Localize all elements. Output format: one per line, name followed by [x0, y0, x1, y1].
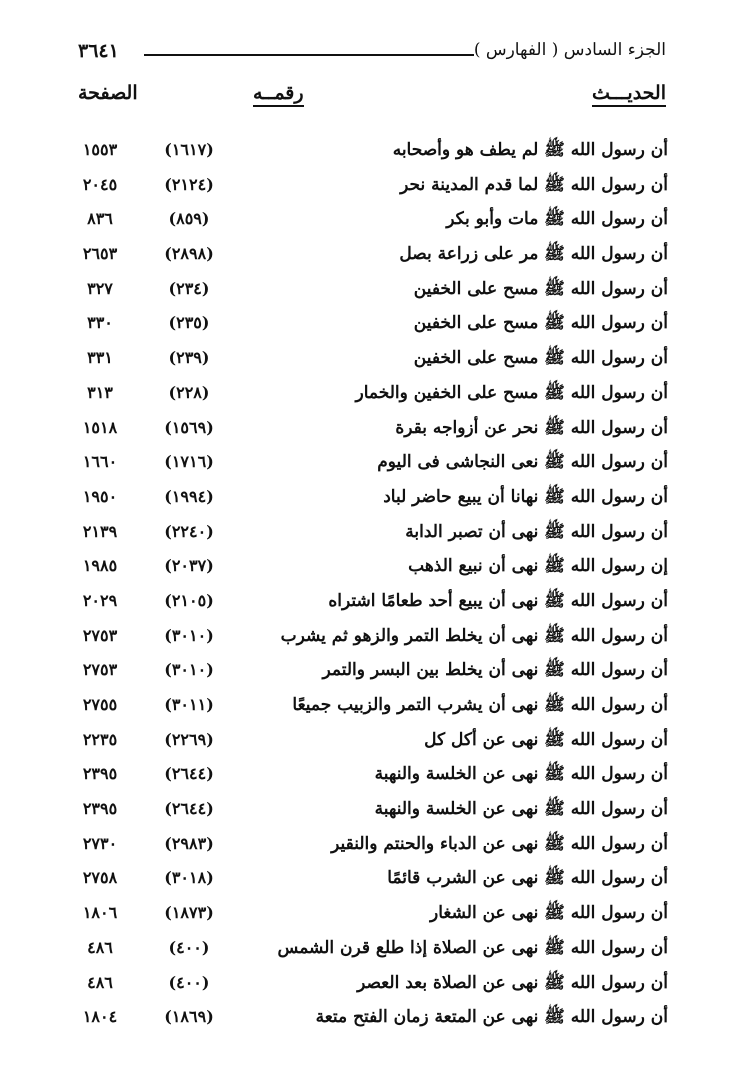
hadith-number: (٢٣٩): [168, 348, 210, 368]
hadith-text: أن رسول الله ﷺ نهانا أن يبيع حاضر لباد: [383, 486, 668, 507]
page-reference: ٢٧٥٣: [82, 625, 118, 645]
index-entry-row: [0, 935, 756, 970]
index-entry-row: [0, 415, 756, 450]
hadith-text: أن رسول الله ﷺ نهى عن الخلسة والنهبة: [374, 799, 668, 820]
page-reference: ٢٠٤٥: [82, 174, 118, 194]
page-reference: ٣٣١: [87, 348, 113, 368]
hadith-number: (٢١٠٥): [164, 590, 214, 610]
hadith-text: أن رسول الله ﷺ نهى أن يخلط التمر والزهو ثم يشرب: [280, 625, 668, 646]
hadith-number: (١٩٩٤): [164, 486, 214, 506]
page-reference: ٢٣٩٥: [82, 799, 118, 819]
hadith-text: أن رسول الله ﷺ نهى عن الصلاة بعد العصر: [357, 972, 668, 993]
page-reference: ٣٣٠: [87, 313, 113, 333]
index-entry-row: [0, 900, 756, 935]
hadith-text: أن رسول الله ﷺ نهى عن الشغار: [430, 903, 668, 924]
hadith-text: إن رسول الله ﷺ نهى أن نبيع الذهب: [408, 556, 668, 577]
hadith-number: (٢٢٤٠): [164, 521, 214, 541]
index-entry-row: [0, 137, 756, 172]
hadith-text: أن رسول الله ﷺ نهى عن الخلسة والنهبة: [374, 764, 668, 785]
hadith-number: (٢٦٤٤): [164, 799, 214, 819]
hadith-number: (٤٠٠): [168, 972, 210, 992]
index-entry-row: [0, 623, 756, 658]
page-reference: ٢٧٥٨: [82, 868, 118, 888]
hadith-number: (١٧١٦): [164, 452, 214, 472]
index-entry-row: [0, 172, 756, 207]
hadith-number: (١٦١٧): [164, 140, 214, 159]
hadith-text: أن رسول الله ﷺ مسح على الخفين: [413, 313, 668, 334]
page-reference: ٢٣٩٥: [82, 764, 118, 784]
column-header-page: الصفحة: [78, 82, 138, 104]
index-entry-row: [0, 796, 756, 831]
index-entry-row: [0, 206, 756, 241]
section-title: الجزء السادس ( الفهارس ): [473, 40, 666, 60]
page-reference: ١٨٠٤: [82, 1007, 118, 1027]
page-reference: ٢٦٥٣: [82, 244, 118, 264]
hadith-text: أن رسول الله ﷺ لما قدم المدينة نحر: [400, 174, 668, 195]
hadith-number: (٢٠٣٧): [164, 556, 214, 576]
hadith-text: أن رسول الله ﷺ نهى أن يشرب التمر والزبيب جميعًا: [292, 695, 668, 715]
page-reference: ٢٧٣٠: [82, 833, 118, 853]
index-entry-row: [0, 588, 756, 623]
hadith-text: أن رسول الله ﷺ نهى أن يبيع أحد طعامًا اشتراه: [328, 590, 668, 611]
index-entry-row: [0, 727, 756, 762]
index-entry-row: [0, 276, 756, 311]
hadith-text: أن رسول الله ﷺ مات وأبو بكر: [446, 209, 668, 230]
column-header-number: رقمــه: [253, 82, 304, 104]
hadith-number: (٨٥٩): [168, 209, 210, 229]
hadith-text: أن رسول الله ﷺ نهى أن تصبر الدابة: [405, 521, 668, 542]
hadith-text: أن رسول الله ﷺ نحر عن أزواجه بقرة: [395, 417, 668, 438]
index-entry-row: [0, 692, 756, 727]
page-reference: ٣١٣: [87, 382, 113, 402]
page-reference: ٢٧٥٣: [82, 660, 118, 680]
page-reference: ٣٢٧: [87, 278, 113, 298]
page-reference: ١٨٠٦: [82, 903, 118, 923]
index-entry-row: [0, 310, 756, 345]
hadith-text: أن رسول الله ﷺ نعى النجاشى فى اليوم: [377, 452, 668, 473]
index-entry-row: [0, 1004, 756, 1039]
hadith-text: أن رسول الله ﷺ مر على زراعة بصل: [399, 244, 668, 265]
index-entry-row: [0, 519, 756, 554]
hadith-text: أن رسول الله ﷺ نهى أن يخلط بين البسر والتمر: [322, 660, 668, 681]
hadith-number: (١٥٦٩): [164, 417, 214, 437]
page-reference: ٢٠٢٩: [82, 590, 118, 610]
hadith-text: أن رسول الله ﷺ لم يطف هو وأصحابه: [392, 140, 668, 160]
hadith-number: (٢٢٦٩): [164, 729, 214, 749]
hadith-number: (١٨٧٣): [164, 903, 214, 923]
index-entry-row: [0, 865, 756, 900]
index-entry-row: [0, 970, 756, 1005]
header-rule: [144, 54, 474, 56]
hadith-text: أن رسول الله ﷺ نهى عن المتعة زمان الفتح متعة: [315, 1007, 668, 1028]
index-entry-row: [0, 553, 756, 588]
hadith-number: (٢٩٨٣): [164, 833, 214, 853]
page-reference: ١٦٦٠: [82, 452, 118, 472]
page-reference: ٢١٣٩: [82, 521, 118, 541]
index-entry-row: [0, 449, 756, 484]
page-reference: ١٩٨٥: [82, 556, 118, 576]
hadith-number: (٣٠١٠): [164, 625, 214, 645]
page-reference: ٨٣٦: [87, 209, 113, 229]
hadith-text: أن رسول الله ﷺ نهى عن الصلاة إذا طلع قرن الشمس: [277, 937, 668, 958]
page-reference: ١٩٥٠: [82, 486, 118, 506]
index-entry-row: [0, 831, 756, 866]
index-entry-row: [0, 380, 756, 415]
hadith-text: أن رسول الله ﷺ مسح على الخفين: [413, 278, 668, 299]
hadith-text: أن رسول الله ﷺ نهى عن الدباء والحنتم والنقير: [331, 833, 668, 854]
index-entries: [0, 137, 756, 1039]
hadith-text: أن رسول الله ﷺ مسح على الخفين: [413, 348, 668, 369]
hadith-number: (٣٠١١): [164, 695, 214, 714]
hadith-number: (٢٣٤): [168, 278, 210, 298]
page-reference: ٢٧٥٥: [82, 695, 118, 714]
hadith-number: (٣٠١٨): [164, 868, 214, 888]
index-entry-row: [0, 657, 756, 692]
page-reference: ٤٨٦: [87, 972, 113, 992]
page-reference: ١٥٥٣: [82, 140, 118, 159]
column-header-hadith: الحديـــث: [592, 82, 666, 104]
hadith-number: (٢١٢٤): [164, 174, 214, 194]
hadith-number: (٢٦٤٤): [164, 764, 214, 784]
hadith-number: (٣٠١٠): [164, 660, 214, 680]
hadith-number: (٢٢٨): [168, 382, 210, 402]
hadith-text: أن رسول الله ﷺ نهى عن الشرب قائمًا: [387, 868, 668, 889]
page-reference: ٤٨٦: [87, 937, 113, 957]
index-entry-row: [0, 761, 756, 796]
hadith-number: (٤٠٠): [168, 937, 210, 957]
page-reference: ٢٢٣٥: [82, 729, 118, 749]
hadith-text: أن رسول الله ﷺ مسح على الخفين والخمار: [355, 382, 668, 403]
index-entry-row: [0, 484, 756, 519]
page-number: ٣٦٤١: [78, 40, 119, 62]
index-entry-row: [0, 241, 756, 276]
hadith-number: (١٨٦٩): [164, 1007, 214, 1027]
index-entry-row: [0, 345, 756, 380]
running-header: [78, 38, 666, 72]
page-reference: ١٥١٨: [82, 417, 118, 437]
hadith-number: (٢٨٩٨): [164, 244, 214, 264]
column-headers: [78, 82, 666, 118]
hadith-text: أن رسول الله ﷺ نهى عن أكل كل: [424, 729, 668, 750]
hadith-number: (٢٣٥): [168, 313, 210, 333]
